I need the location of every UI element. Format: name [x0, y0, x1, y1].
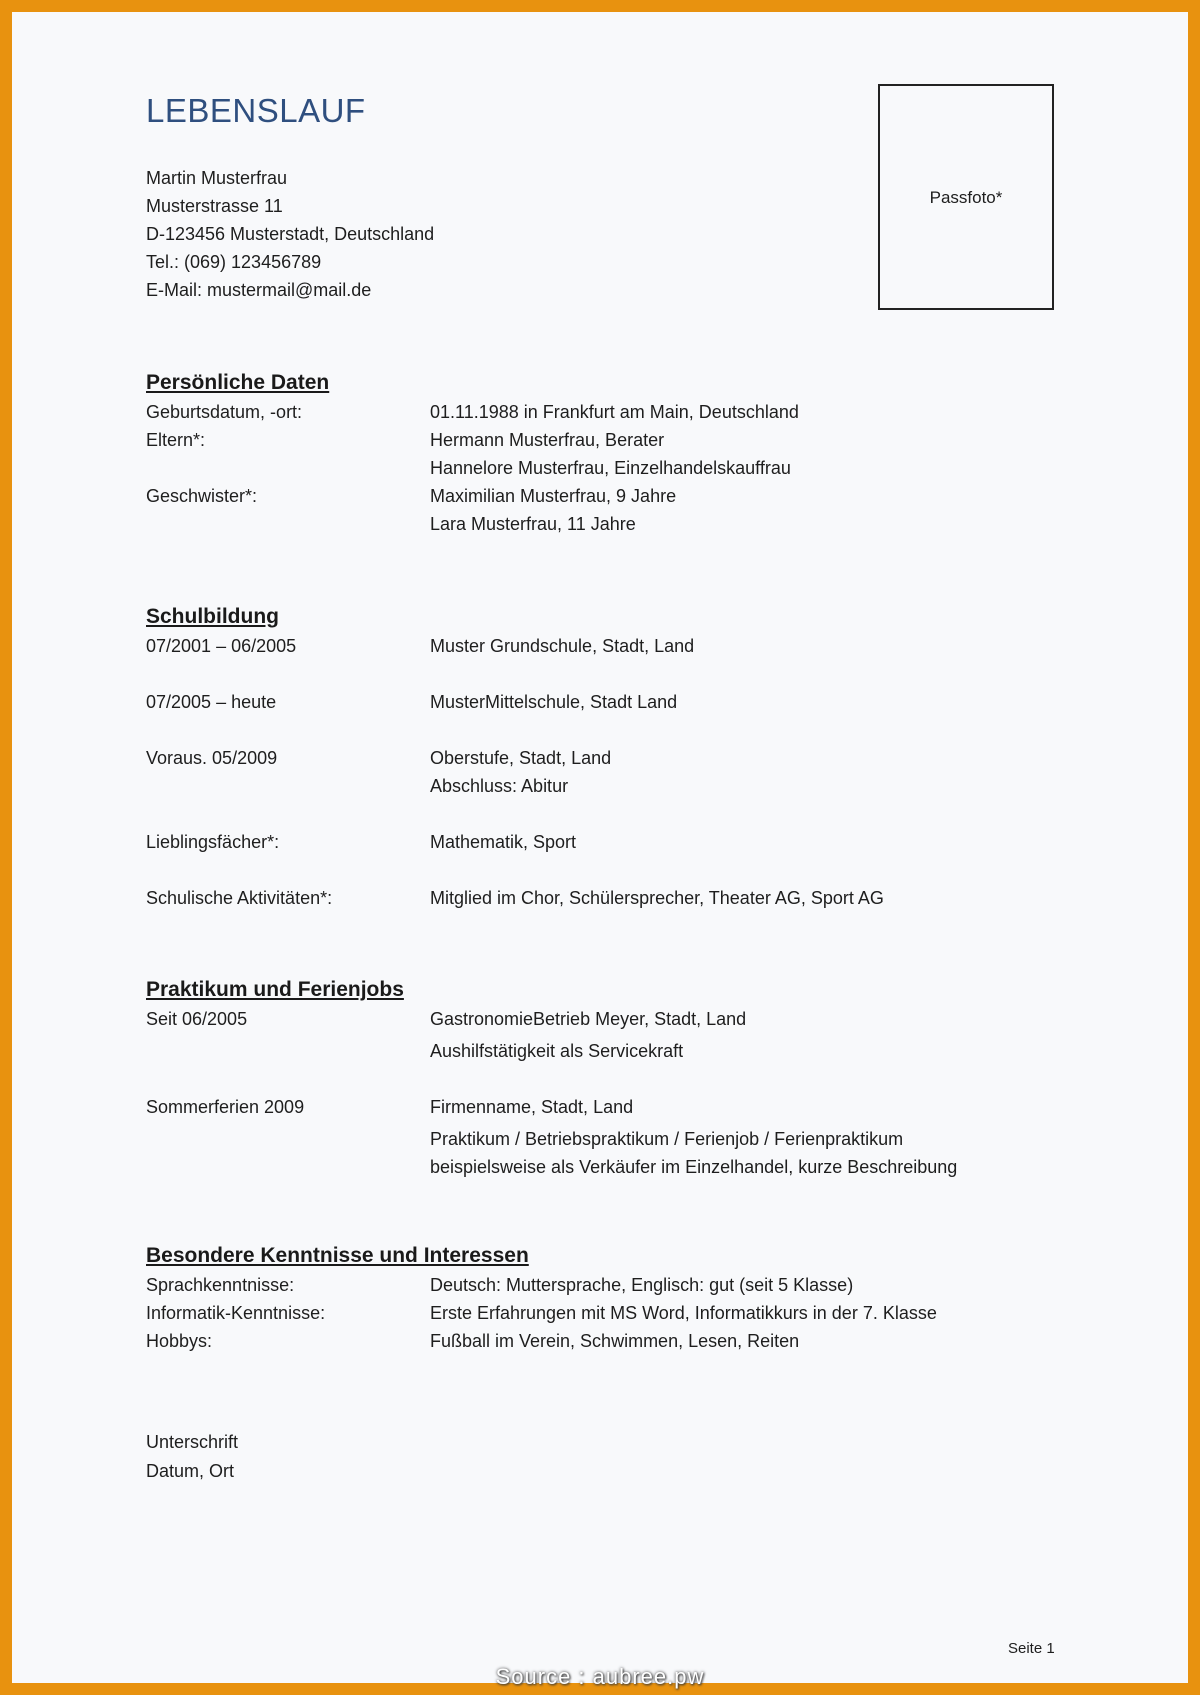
value-line: Deutsch: Muttersprache, Englisch: gut (seit 5 Klasse) [430, 1275, 854, 1295]
row-value [430, 1093, 1046, 1181]
value-line: Muster Grundschule, Stadt, Land [430, 636, 695, 656]
source-watermark: Source : aubree.pw [495, 1664, 705, 1689]
detail-row [146, 1327, 1046, 1355]
section-heading: Persönliche Daten [146, 371, 330, 394]
detail-row [146, 1299, 1046, 1327]
phone-number: Tel.: (069) 123456789 [146, 252, 322, 272]
email-address: E-Mail: mustermail@mail.de [146, 280, 372, 300]
photo-label: Passfoto* [929, 188, 1003, 207]
row-value [430, 1299, 1046, 1327]
value-line: Aushilfstätigkeit als Servicekraft [430, 1041, 684, 1061]
value-line: Oberstufe, Stadt, Land [430, 748, 612, 768]
value-line: Mathematik, Sport [430, 832, 577, 852]
signature-label: Unterschrift [146, 1432, 239, 1452]
person-name: Martin Musterfrau [146, 168, 288, 188]
detail-row [146, 744, 1046, 800]
row-label: Lieblingsfächer*: [146, 832, 280, 852]
city-address: D-123456 Musterstadt, Deutschland [146, 224, 435, 244]
value-line: beispielsweise als Verkäufer im Einzelhandel, kurze Beschreibung [430, 1157, 958, 1177]
value-line: GastronomieBetrieb Meyer, Stadt, Land [430, 1009, 747, 1029]
detail-row [146, 482, 1046, 538]
section-heading: Besondere Kenntnisse und Interessen [146, 1244, 529, 1267]
value-line: MusterMittelschule, Stadt Land [430, 692, 678, 712]
detail-row [146, 1271, 1046, 1299]
value-line: Mitglied im Chor, Schülersprecher, Theater AG, Sport AG [430, 888, 884, 908]
row-label: 07/2005 – heute [146, 692, 277, 712]
value-line: 01.11.1988 in Frankfurt am Main, Deutschland [430, 402, 799, 422]
row-value [430, 884, 1046, 912]
value-line: Praktikum / Betriebspraktikum / Ferienjob / Ferienpraktikum [430, 1129, 904, 1149]
detail-row [146, 398, 1046, 426]
contact-block [146, 164, 434, 304]
street-address: Musterstrasse 11 [146, 196, 283, 216]
value-line: Hannelore Musterfrau, Einzelhandelskauffrau [430, 458, 791, 478]
row-label: Geburtsdatum, -ort: [146, 402, 303, 422]
page-number: Seite 1 [1008, 1640, 1055, 1657]
row-label: Schulische Aktivitäten*: [146, 888, 333, 908]
value-line: Erste Erfahrungen mit MS Word, Informatikkurs in der 7. Klasse [430, 1303, 937, 1323]
value-line: Abschluss: Abitur [430, 776, 569, 796]
detail-row [146, 828, 1046, 856]
row-value [430, 1271, 1046, 1299]
row-value [430, 688, 1046, 716]
detail-row [146, 688, 1046, 716]
row-label: Voraus. 05/2009 [146, 748, 278, 768]
section-school [146, 602, 1046, 912]
passport-photo-placeholder [878, 84, 1054, 310]
value-line: Fußball im Verein, Schwimmen, Lesen, Reiten [430, 1331, 800, 1351]
value-line: Hermann Musterfrau, Berater [430, 430, 665, 450]
row-value [430, 482, 1046, 538]
page-title: LEBENSLAUF [146, 92, 366, 129]
row-value [430, 1327, 1046, 1355]
row-label: Seit 06/2005 [146, 1009, 248, 1029]
row-label: Geschwister*: [146, 486, 258, 506]
row-label: Informatik-Kenntnisse: [146, 1303, 326, 1323]
detail-row [146, 426, 1046, 482]
row-label: Sprachkenntnisse: [146, 1275, 295, 1295]
row-label: 07/2001 – 06/2005 [146, 636, 297, 656]
detail-row [146, 1093, 1046, 1181]
row-value [430, 1005, 1046, 1065]
row-label: Eltern*: [146, 430, 206, 450]
value-line: Lara Musterfrau, 11 Jahre [430, 514, 636, 534]
value-line: Firmenname, Stadt, Land [430, 1097, 634, 1117]
section-internship [146, 975, 1046, 1181]
date-place-label: Datum, Ort [146, 1461, 235, 1481]
section-heading: Schulbildung [146, 605, 279, 628]
row-value [430, 632, 1046, 660]
detail-row [146, 1005, 1046, 1065]
cv-page [12, 12, 1188, 1683]
row-value [430, 426, 1046, 482]
section-personal [146, 368, 1046, 538]
row-label: Hobbys: [146, 1331, 213, 1351]
row-value [430, 398, 1046, 426]
section-skills [146, 1241, 1046, 1355]
detail-row [146, 884, 1046, 912]
row-value [430, 744, 1046, 800]
row-value [430, 828, 1046, 856]
row-label: Sommerferien 2009 [146, 1097, 305, 1117]
detail-row [146, 632, 1046, 660]
value-line: Maximilian Musterfrau, 9 Jahre [430, 486, 677, 506]
section-heading: Praktikum und Ferienjobs [146, 978, 404, 1001]
signature-block [146, 1428, 238, 1486]
